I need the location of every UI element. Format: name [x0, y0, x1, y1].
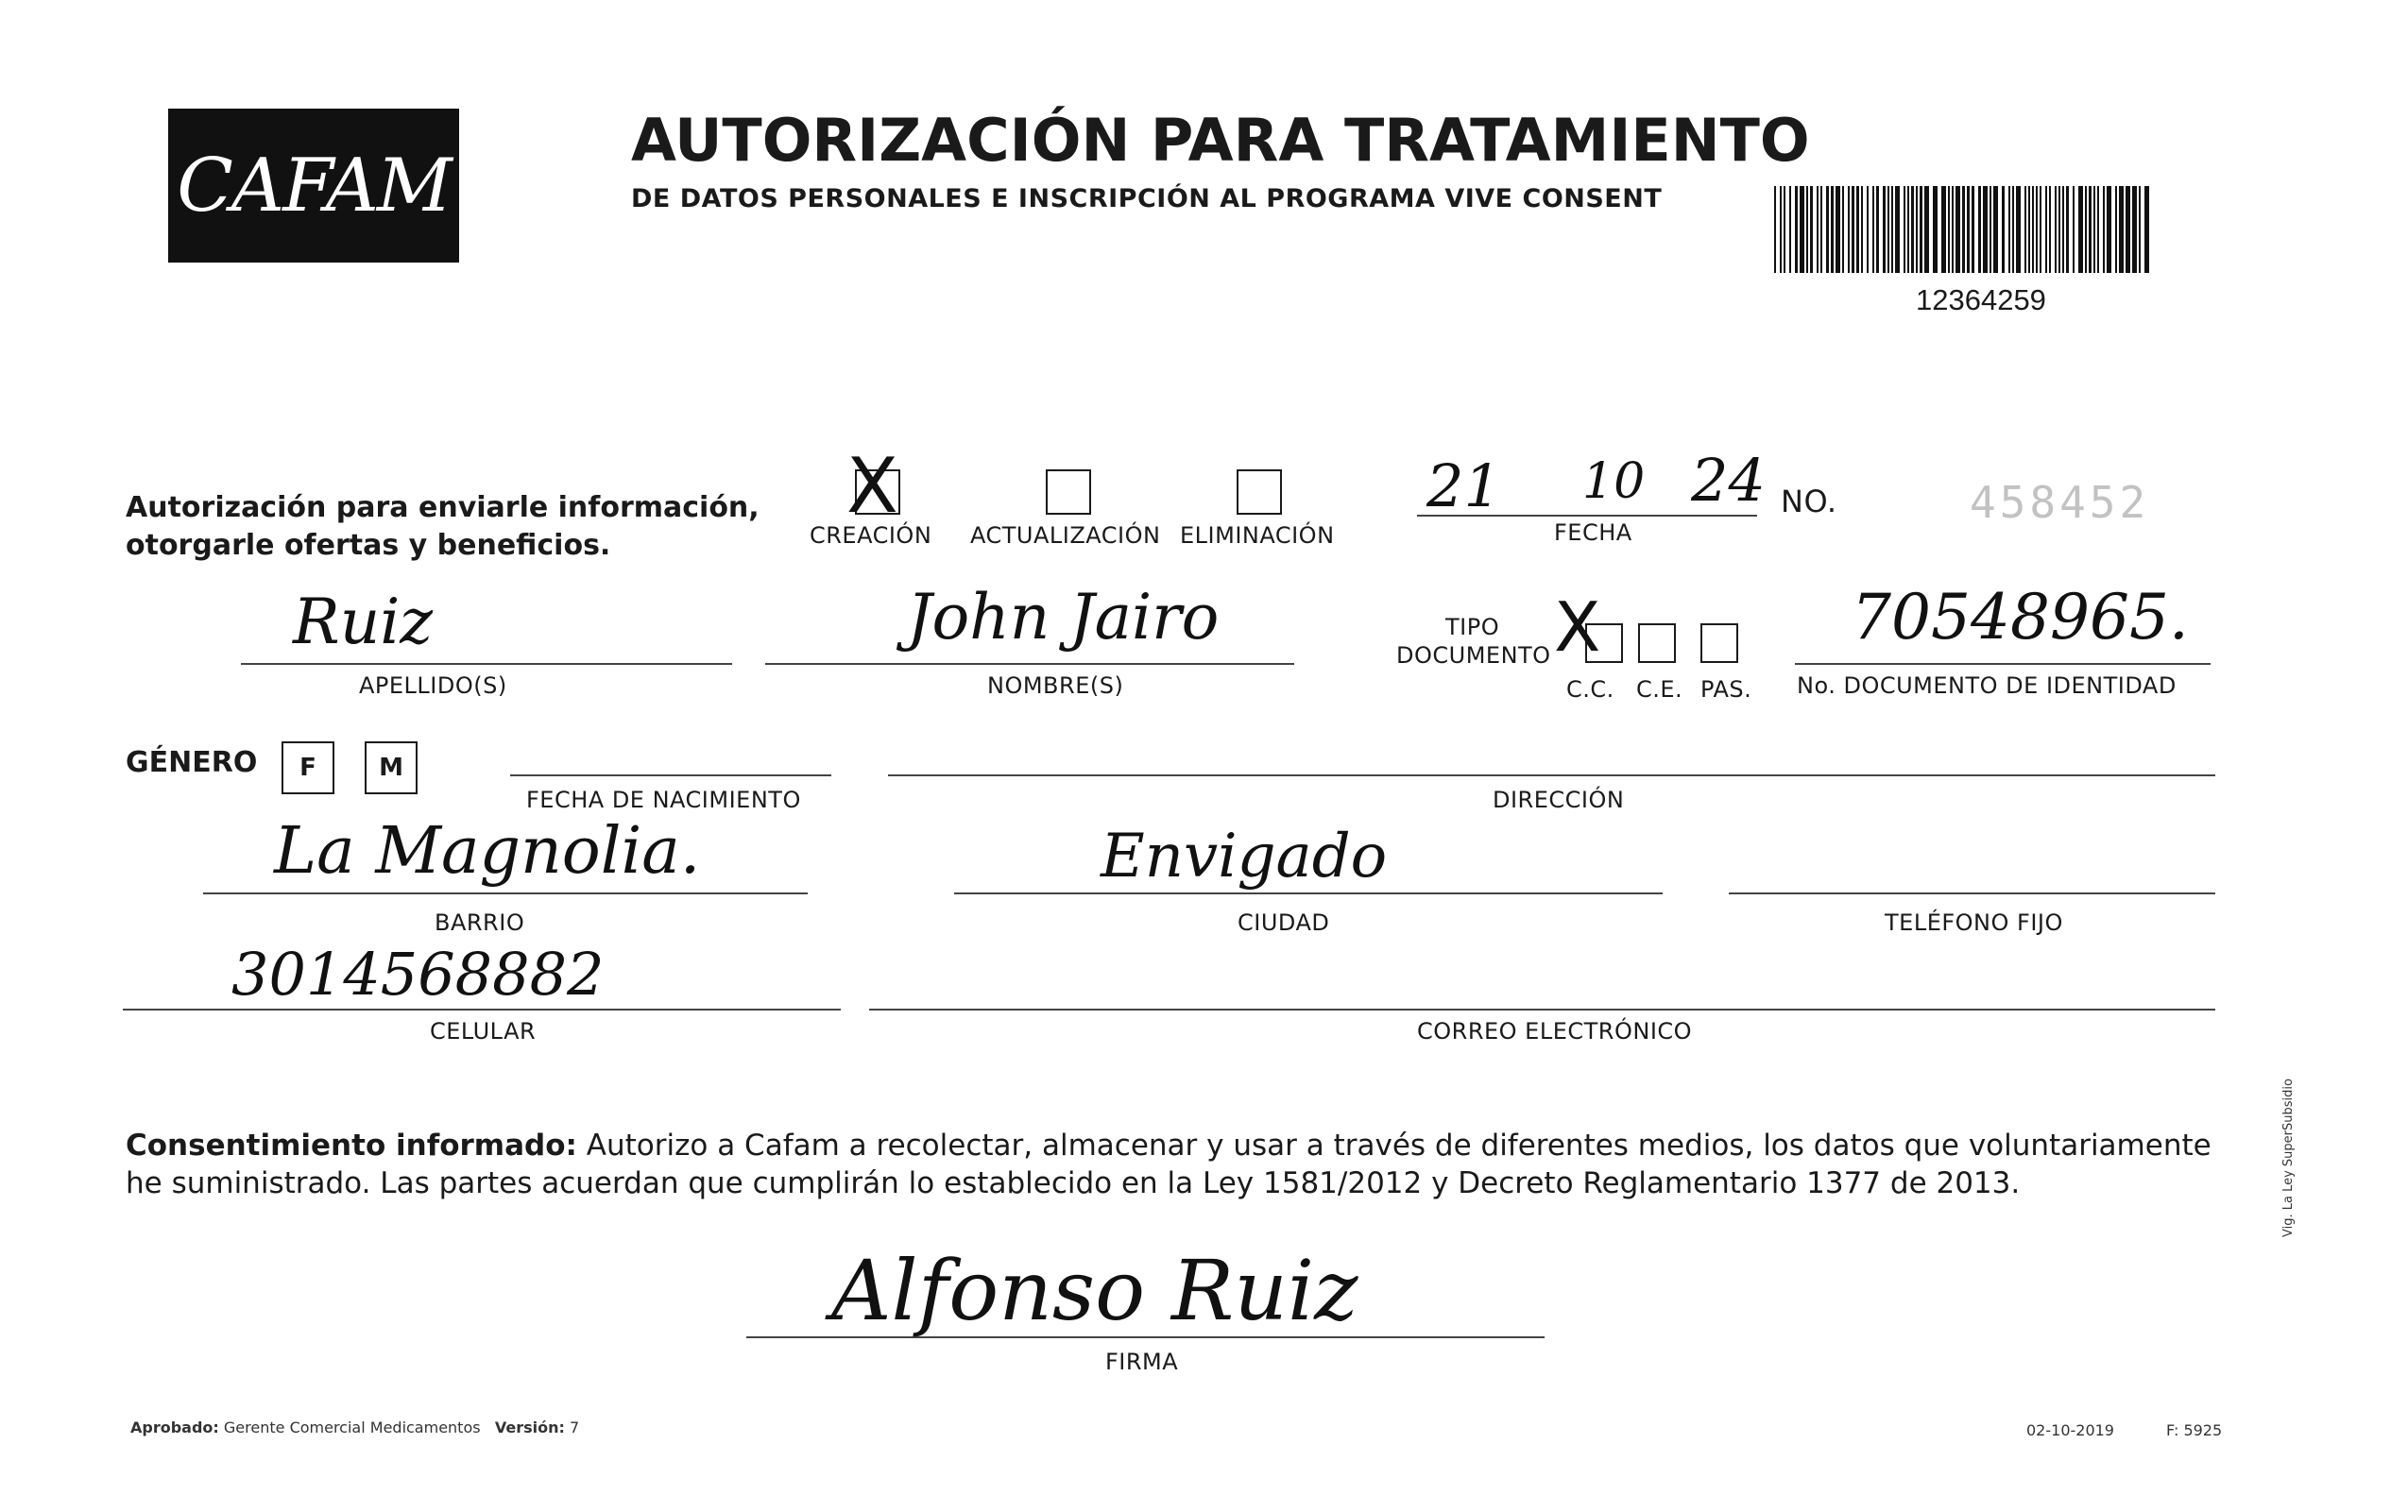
nacimiento-label: FECHA DE NACIMIENTO	[526, 787, 801, 813]
footer-date: 02-10-2019	[2026, 1421, 2114, 1439]
telefono-line	[1729, 892, 2215, 894]
apellido-value: Ruiz	[293, 586, 434, 658]
ce-checkbox[interactable]	[1638, 623, 1676, 663]
nacimiento-line	[510, 774, 831, 776]
actualizacion-checkbox[interactable]	[1046, 469, 1091, 515]
genero-m-checkbox[interactable]	[365, 741, 418, 794]
creacion-label: CREACIÓN	[810, 522, 932, 549]
aprobado-label: Aprobado:	[130, 1419, 219, 1436]
tipo-label-1: TIPO	[1445, 614, 1500, 640]
celular-label: CELULAR	[430, 1018, 537, 1045]
consent-heading: Consentimiento informado:	[126, 1129, 577, 1163]
version-label: Versión:	[494, 1419, 565, 1436]
direccion-label: DIRECCIÓN	[1493, 787, 1625, 813]
footer-side-text: Vig. La Ley SuperSubsidio	[2281, 1079, 2296, 1237]
telefono-label: TELÉFONO FIJO	[1885, 909, 2063, 936]
nombre-line	[765, 663, 1294, 665]
fecha-year: 24	[1691, 446, 1766, 515]
logo-text: CAFAM	[177, 143, 451, 229]
cafam-logo	[168, 109, 459, 263]
eliminacion-label: ELIMINACIÓN	[1180, 522, 1335, 549]
no-value: 458452	[1970, 477, 2150, 528]
documento-line	[1795, 663, 2211, 665]
consent-text: Autorizo a Cafam a recolectar, almacenar y usar a través de diferentes medios, los datos que voluntariamente he suministrado. Las partes acuerdan que cumplirán lo establecido en la Ley 1581/2012 y Decreto Reglamentario 1377 de 2013.	[126, 1129, 2212, 1200]
genero-m-label: M	[379, 754, 403, 782]
nombre-value: John Jairo	[907, 581, 1220, 654]
ciudad-line	[954, 892, 1663, 894]
document-title: AUTORIZACIÓN PARA TRATAMIENTO	[631, 106, 1810, 175]
apellido-line	[241, 663, 732, 665]
intro-line-1: Autorización para enviarle información,	[126, 491, 760, 524]
barcode-number: 12364259	[1916, 283, 2046, 316]
aprobado-value: Gerente Comercial Medicamentos	[223, 1419, 481, 1436]
documento-value: 70548965.	[1852, 581, 2189, 654]
intro-text	[126, 489, 760, 565]
intro-line-2: otorgarle ofertas y beneficios.	[126, 529, 611, 562]
fecha-day: 21	[1426, 451, 1501, 520]
footer-aprobado	[130, 1419, 579, 1436]
document-subtitle: DE DATOS PERSONALES E INSCRIPCIÓN AL PROGRAMA VIVE CONSENT	[631, 184, 1663, 213]
barrio-label: BARRIO	[435, 909, 525, 936]
ciudad-value: Envigado	[1101, 822, 1388, 892]
footer-code: F: 5925	[2166, 1421, 2223, 1439]
barcode	[1774, 186, 2156, 273]
ciudad-label: CIUDAD	[1238, 909, 1330, 936]
apellido-label: APELLIDO(S)	[359, 672, 507, 699]
documento-label: No. DOCUMENTO DE IDENTIDAD	[1797, 672, 2177, 699]
ce-label: C.E.	[1636, 676, 1683, 703]
barrio-value: La Magnolia.	[274, 814, 701, 889]
signature: Alfonso Ruiz	[831, 1242, 1358, 1339]
version-value: 7	[569, 1419, 580, 1436]
fecha-label: FECHA	[1554, 519, 1632, 546]
eliminacion-checkbox[interactable]	[1237, 469, 1282, 515]
no-label: NO.	[1781, 484, 1837, 519]
tipo-label-2: DOCUMENTO	[1396, 642, 1551, 669]
pas-label: PAS.	[1700, 676, 1752, 703]
consent-paragraph	[126, 1127, 2223, 1202]
barrio-line	[203, 892, 808, 894]
direccion-line	[888, 774, 2215, 776]
celular-line	[123, 1009, 841, 1011]
creacion-mark: X	[846, 442, 898, 530]
genero-f-checkbox[interactable]	[282, 741, 334, 794]
fecha-month: 10	[1582, 453, 1646, 510]
pas-checkbox[interactable]	[1700, 623, 1738, 663]
genero-label: GÉNERO	[126, 746, 258, 779]
nombre-label: NOMBRE(S)	[987, 672, 1124, 699]
genero-f-label: F	[299, 754, 316, 782]
correo-line	[869, 1009, 2215, 1011]
actualizacion-label: ACTUALIZACIÓN	[970, 522, 1161, 549]
cc-mark: X	[1554, 587, 1601, 667]
correo-label: CORREO ELECTRÓNICO	[1417, 1018, 1693, 1045]
cc-label: C.C.	[1566, 676, 1614, 703]
celular-value: 3014568882	[231, 940, 605, 1009]
firma-label: FIRMA	[1105, 1349, 1179, 1375]
